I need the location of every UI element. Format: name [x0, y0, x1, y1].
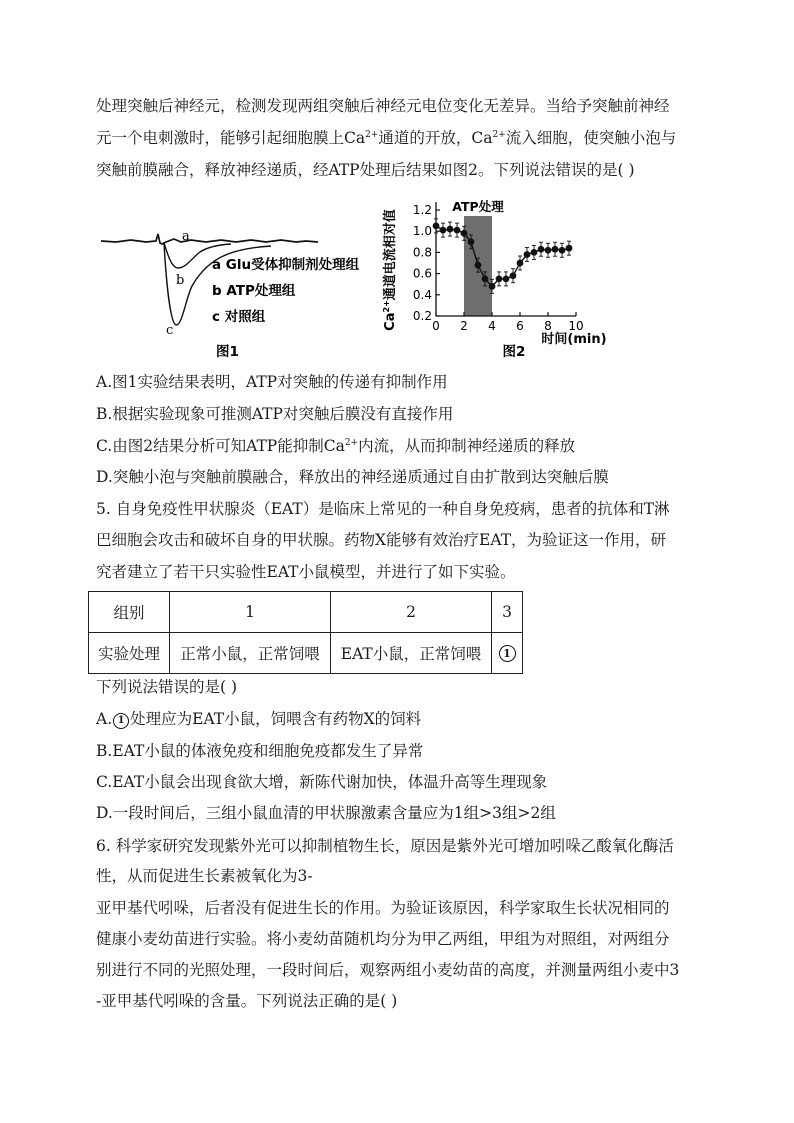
q5-line-1: 5. 自身免疫性甲状腺炎（EAT）是临床上常见的一种自身免疫病，患者的抗体和T淋 — [96, 500, 670, 518]
q6-line-5: 别进行不同的光照处理，一段时间后，观察两组小麦幼苗的高度，并测量两组小麦中3 — [96, 961, 680, 979]
x-tick-label: 2 — [460, 319, 468, 333]
fig1-legend-b: b ATP处理组 — [212, 283, 296, 299]
data-point — [552, 246, 559, 253]
q4-option-b: B.根据实验现象可推测ATP对突触后膜没有直接作用 — [96, 405, 454, 423]
q4-option-d: D.突触小泡与突触前膜融合，释放出的神经递质通过自由扩散到达突触后膜 — [96, 468, 609, 486]
y-tick-label: 1.2 — [412, 203, 432, 217]
fig1-label-b: b — [176, 273, 185, 288]
circled-one-marker: 1 — [499, 645, 516, 662]
intro-line-2-a: 元一个电刺激时，能够引起细胞膜上Ca — [96, 129, 366, 147]
intro-line-2-b: 通道的开放，Ca — [378, 129, 493, 147]
fig1-trace-a — [101, 234, 318, 244]
data-point — [545, 247, 552, 254]
fig2-y-label — [382, 209, 398, 331]
y-tick-label: 0.6 — [412, 266, 432, 281]
intro-line-2-sup2: 2+ — [492, 130, 506, 140]
data-point — [489, 283, 496, 290]
data-point — [559, 247, 566, 254]
intro-line-2-sup: 2+ — [365, 130, 379, 140]
q4-option-c-a: C.由图2结果分析可知ATP能抑制Ca — [96, 437, 345, 455]
table-cell: 实验处理 — [89, 633, 170, 674]
data-point — [468, 238, 475, 245]
intro-line-2 — [96, 128, 716, 148]
q6-line-4: 健康小麦幼苗进行实验。将小麦幼苗随机均分为甲乙两组，甲组为对照组，对两组分 — [96, 930, 670, 948]
q5-option-a-text: 处理应为EAT小鼠，饲喂含有药物X的饲料 — [130, 710, 422, 728]
intro-line-1: 处理突触后神经元，检测发现两组突触后神经元电位变化无差异。当给予突触前神经 — [96, 97, 670, 115]
intro-line-3: 突触前膜融合，释放神经递质，经ATP处理后结果如图2。下列说法错误的是( ) — [96, 161, 635, 179]
fig1-label-c: c — [166, 323, 174, 338]
q4-option-c — [96, 436, 716, 456]
series-line — [436, 226, 569, 286]
q5-option-a-label: A. — [96, 710, 113, 728]
q6-line-2: 性，从而促进生长素被氧化为3- — [96, 867, 313, 885]
fig1-caption: 图1 — [216, 344, 239, 360]
figures-panel — [96, 188, 636, 368]
q4-option-c-sup: 2+ — [344, 438, 359, 448]
fig2-x-ticks — [432, 312, 583, 333]
q4-option-a: A.图1实验结果表明，ATP对突触的传递有抑制作用 — [96, 373, 448, 391]
table-cell: 3 — [492, 592, 523, 633]
table-cell: 2 — [331, 592, 492, 633]
y-tick-label: 0.8 — [412, 245, 432, 260]
fig2-y-label-main: 通道电流相对值 — [383, 209, 398, 301]
experiment-table — [88, 591, 523, 674]
fig2-y-label-sup: 2+ — [382, 300, 391, 313]
q5-option-b: B.EAT小鼠的体液免疫和细胞免疫都发生了异常 — [96, 742, 424, 760]
fig1-label-a: a — [182, 229, 190, 244]
intro-line-2-c: 流入细胞，使突触小泡与 — [505, 129, 677, 147]
q5-option-c: C.EAT小鼠会出现食欲大增，新陈代谢加快，体温升高等生理现象 — [96, 773, 548, 791]
data-point — [447, 226, 454, 233]
q6-line-1: 6. 科学家研究发现紫外光可以抑制植物生长，原因是紫外光可增加吲哚乙酸氧化酶活 — [96, 837, 674, 855]
fig2-caption: 图2 — [502, 344, 526, 360]
data-point — [517, 260, 524, 267]
data-point — [566, 245, 573, 252]
x-tick-label: 6 — [516, 319, 524, 333]
data-point — [531, 249, 538, 256]
data-point — [496, 276, 503, 283]
circled-one-marker: 1 — [113, 713, 129, 729]
table-row — [89, 633, 523, 674]
data-point — [503, 276, 510, 283]
q6-line-6: -亚甲基代吲哚的含量。下列说法正确的是( ) — [96, 992, 398, 1010]
figure-2 — [382, 199, 607, 360]
table-row — [89, 592, 523, 633]
q5-option-a — [96, 709, 716, 729]
x-tick-label: 8 — [544, 319, 552, 333]
y-tick-label: 0.2 — [412, 309, 432, 323]
q5-prompt: 下列说法错误的是( ) — [96, 678, 238, 696]
table-cell: 正常小鼠，正常饲喂 — [170, 633, 331, 674]
data-point — [461, 230, 468, 237]
q4-option-c-b: 内流，从而抑制神经递质的释放 — [358, 437, 576, 455]
fig2-series — [433, 219, 573, 293]
data-point — [524, 251, 531, 258]
q5-option-d: D.一段时间后，三组小鼠血清的甲状腺激素含量应为1组>3组>2组 — [96, 804, 556, 822]
x-tick-label: 10 — [568, 319, 584, 333]
fig2-x-label: 时间(min) — [541, 332, 607, 347]
data-point — [510, 272, 517, 279]
y-tick-label: 1.0 — [412, 224, 432, 239]
data-point — [440, 227, 447, 234]
data-point — [482, 276, 489, 283]
fig1-legend-c: c 对照组 — [212, 309, 266, 325]
table-cell: 1 — [170, 592, 331, 633]
figure-1 — [101, 229, 360, 360]
y-tick-label: 0.4 — [412, 287, 432, 302]
data-point — [538, 246, 545, 253]
q6-line-3: 亚甲基代吲哚，后者没有促进生长的作用。为验证该原因，科学家取生长状况相同的 — [96, 899, 670, 917]
x-tick-label: 0 — [432, 319, 440, 333]
data-point — [475, 262, 482, 269]
fig1-legend-a: a Glu受体抑制剂处理组 — [212, 257, 360, 273]
data-point — [433, 223, 440, 230]
x-tick-label: 4 — [488, 319, 496, 333]
fig2-shade-label: ATP处理 — [452, 199, 504, 214]
q5-line-3: 究者建立了若干只实验性EAT小鼠模型，并进行了如下实验。 — [96, 563, 516, 581]
data-point — [454, 227, 461, 234]
table-cell: EAT小鼠，正常饲喂 — [331, 633, 492, 674]
table-cell — [492, 633, 523, 674]
fig2-y-label-ion: Ca — [383, 312, 398, 331]
q5-line-2: 巴细胞会攻击和破坏自身的甲状腺。药物X能够有效治疗EAT，为验证这一作用，研 — [96, 531, 667, 549]
table-cell: 组别 — [89, 592, 170, 633]
